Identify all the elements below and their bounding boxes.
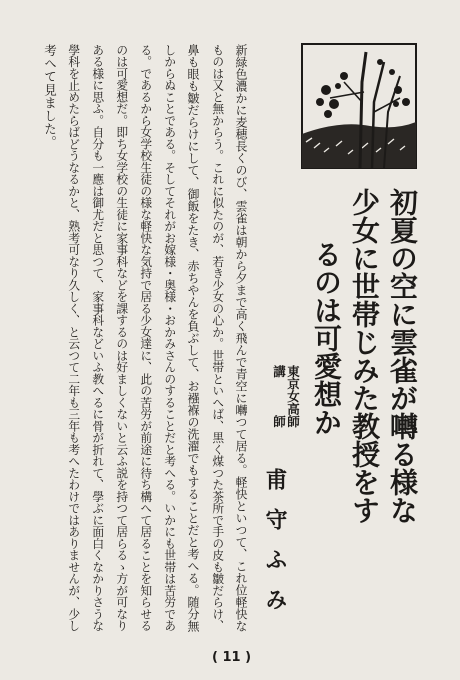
body-line-7: ある様に思ふ。自分も一應は御尤だと思つて、家事科などいふ教へるに骨が折れて、學ぶに面白くなかりさうな xyxy=(90,44,105,632)
page-number: ( 11 ) xyxy=(212,650,252,665)
body-line-5: る。であるから女学校生徒の様な軽快な気持で居る少女達に、此の苦労が前途に待ち構へて居ることを知らせる xyxy=(138,44,153,632)
body-line-4: しからぬことである。そしてそれがお嫁様・奥様・おかみさんのすることだと考へる。いかにも世帯は苦労であ xyxy=(162,44,177,632)
author-name: 甫守ふみ xyxy=(262,468,288,628)
affiliation-line-1: 東京女高師 xyxy=(285,365,301,428)
body-line-9: 考へて見ました。 xyxy=(42,44,58,149)
title-line-1: 初夏の空に雲雀が囀る様な xyxy=(386,188,419,524)
tree-illustration xyxy=(300,42,418,170)
affiliation-line-2: 講 師 xyxy=(271,365,287,428)
title-line-3: るのは可愛想か xyxy=(310,240,343,436)
body-line-1: 新緑色濃かに麦穂長くのび、雲雀は朝から夕まで高く飛んで青空に囀つて居る。軽快といつて、これ位軽快な xyxy=(234,44,248,632)
body-line-6: のは可愛想だ。即ち女学校の生徒に家事科などを課するのは好ましくないと云ふ説を持つて居らるゝ方が可なり xyxy=(114,44,129,632)
title-line-2: 少女に世帯じみた教授をす xyxy=(348,188,381,524)
body-line-2: ものは又と無からう。これに似たのが、若き少女の心か。世帯といへば、黒く煤つた茶所で手の皮も皺だらけ、 xyxy=(210,44,225,632)
body-line-3: 鼻も眼も皺だらけにして、御飯をたき、赤ちやんを負ぶして、お襁褓の洗濯でもすることだと考へる。随分無 xyxy=(186,44,200,632)
body-line-8: 學科を止めたらばどうなるかと、熟考可なり久しく、と云つて二年も三年も考へたわけではありませんが、少し xyxy=(66,44,81,632)
